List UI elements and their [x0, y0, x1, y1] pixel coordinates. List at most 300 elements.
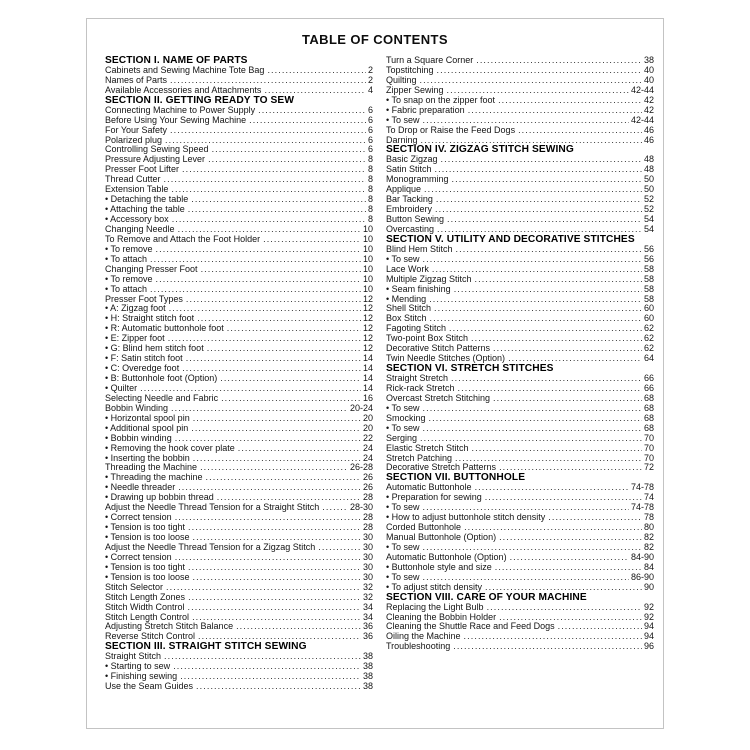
- toc-entry-label: Elastic Stretch Stitch: [386, 442, 469, 453]
- leader-dots: [164, 652, 361, 662]
- toc-entry-page-number: 6: [367, 124, 373, 135]
- toc-entry-label: • To sew: [386, 571, 420, 582]
- toc-entry-page-number: 72: [643, 462, 654, 473]
- toc-entry: [386, 394, 654, 404]
- leader-dots: [227, 324, 361, 334]
- toc-entry-label: Box Stitch: [386, 313, 427, 324]
- toc-entry-label: Smocking: [386, 412, 426, 423]
- toc-entry-label: Bobbin Winding: [105, 402, 169, 413]
- toc-entry-page-number: 12: [362, 313, 373, 324]
- toc-entry-label: Monogramming: [386, 174, 449, 185]
- toc-entry-page-number: 24: [362, 452, 373, 463]
- toc-entry-label: • Detaching the table: [105, 194, 189, 205]
- toc-entry-page-number: 28-30: [349, 502, 373, 513]
- toc-entry-label: Blind Hem Stitch: [386, 243, 453, 254]
- leader-dots: [201, 265, 361, 275]
- toc-entry-page-number: 26: [362, 472, 373, 483]
- toc-entry-page-number: 10: [362, 243, 373, 254]
- toc-entry: [105, 126, 373, 136]
- toc-entry-label: Automatic Buttonhole: [386, 482, 472, 493]
- toc-entry-label: • R: Automatic buttonhole foot: [105, 323, 224, 334]
- toc-entry-label: Darning: [386, 134, 418, 145]
- toc-entry-page-number: 8: [367, 204, 373, 215]
- toc-entry-label: Thread Cutter: [105, 174, 161, 185]
- toc-entry-label: Pressure Adjusting Lever: [105, 154, 206, 165]
- leader-dots: [468, 106, 642, 116]
- toc-entry-label: • Correct tension: [105, 551, 172, 562]
- toc-entry-label: • Buttonhole style and size: [386, 561, 492, 572]
- toc-entry-page-number: 8: [367, 154, 373, 165]
- toc-entry-page-number: 68: [643, 402, 654, 413]
- toc-entry-page-number: 38: [362, 651, 373, 662]
- toc-entry-page-number: 70: [643, 452, 654, 463]
- toc-entry-page-number: 30: [362, 541, 373, 552]
- toc-entry-label: • Correct tension: [105, 512, 172, 523]
- leader-dots: [548, 513, 642, 523]
- toc-entry-page-number: 54: [643, 223, 654, 234]
- toc-entry: [105, 374, 373, 384]
- toc-entry-label: Two-point Box Stitch: [386, 333, 469, 344]
- leader-dots: [453, 642, 642, 652]
- leader-dots: [518, 126, 642, 136]
- leader-dots: [171, 404, 348, 414]
- toc-entry-page-number: 68: [643, 412, 654, 423]
- toc-entry-page-number: 94: [643, 621, 654, 632]
- toc-entry-page-number: 42: [643, 94, 654, 105]
- toc-entry: [386, 285, 654, 295]
- toc-entry-page-number: 82: [643, 541, 654, 552]
- toc-entry-page-number: 6: [367, 114, 373, 125]
- toc-entry-page-number: 42-44: [630, 84, 654, 95]
- leader-dots: [236, 622, 361, 632]
- toc-entry-label: Twin Needle Stitches (Option): [386, 353, 506, 364]
- toc-entry-page-number: 6: [367, 134, 373, 145]
- leader-dots: [436, 195, 642, 205]
- toc-entry: [386, 563, 654, 573]
- toc-entry-label: Applique: [386, 184, 422, 195]
- toc-entry-label: • Attaching the table: [105, 204, 185, 215]
- toc-entry-label: Connecting Machine to Power Supply: [105, 104, 256, 115]
- toc-entry-label: • Needle threader: [105, 482, 176, 493]
- leader-dots: [471, 334, 642, 344]
- toc-entry-page-number: 58: [643, 283, 654, 294]
- toc-entry-label: Polarized plug: [105, 134, 163, 145]
- toc-entry-page-number: 10: [362, 233, 373, 244]
- leader-dots: [429, 414, 642, 424]
- toc-entry-page-number: 74: [643, 492, 654, 503]
- leader-dots: [171, 185, 366, 195]
- toc-entry-page-number: 52: [643, 194, 654, 205]
- leader-dots: [188, 603, 361, 613]
- toc-entry-label: Button Sewing: [386, 214, 445, 224]
- toc-entry-page-number: 14: [362, 382, 373, 393]
- toc-entry-page-number: 78: [643, 512, 654, 523]
- toc-entry-page-number: 36: [362, 631, 373, 642]
- toc-entry-page-number: 70: [643, 432, 654, 443]
- toc-entry-label: • G: Blind hem stitch foot: [105, 343, 204, 354]
- toc-entry-page-number: 26: [362, 482, 373, 493]
- toc-entry-label: Topstitching: [386, 64, 434, 75]
- leader-dots: [193, 573, 361, 583]
- leader-dots: [169, 304, 361, 314]
- toc-entry-label: • How to adjust buttonhole stitch density: [386, 512, 546, 523]
- toc-entry: [386, 106, 654, 116]
- toc-entry-page-number: 38: [643, 55, 654, 65]
- toc-entry-page-number: 66: [643, 373, 654, 383]
- leader-dots: [510, 553, 629, 563]
- toc-entry-label: • Mending: [386, 293, 427, 304]
- toc-entry-label: To Remove and Attach the Foot Holder: [105, 233, 261, 244]
- toc-entry-label: • To adjust stitch density: [386, 581, 483, 592]
- toc-entry-label: Selecting Needle and Fabric: [105, 392, 219, 403]
- toc-entry-page-number: 68: [643, 392, 654, 403]
- leader-dots: [170, 126, 366, 136]
- toc-entry-label: Straight Stitch: [105, 651, 162, 662]
- toc-entry-page-number: 60: [643, 313, 654, 324]
- toc-entry-label: Replacing the Light Bulb: [386, 601, 484, 612]
- leader-dots: [493, 394, 642, 404]
- toc-entry-label: • To sew: [386, 402, 420, 413]
- toc-entry-label: Stitch Length Control: [105, 611, 190, 622]
- leader-dots: [207, 344, 361, 354]
- toc-entry-label: • To sew: [386, 541, 420, 552]
- toc-entry-page-number: 12: [362, 333, 373, 344]
- leader-dots: [258, 106, 366, 116]
- toc-entry-label: • C: Overedge foot: [105, 363, 180, 374]
- toc-entry: [386, 66, 654, 76]
- toc-entry-page-number: 6: [367, 104, 373, 115]
- leader-dots: [188, 523, 361, 533]
- toc-entry-label: Serging: [386, 432, 418, 443]
- toc-entry-page-number: 50: [643, 174, 654, 185]
- toc-entry-page-number: 62: [643, 333, 654, 344]
- leader-dots: [493, 344, 642, 354]
- toc-entry-label: • Tension is too tight: [105, 561, 186, 572]
- toc-entry-label: • To remove: [105, 243, 153, 254]
- leader-dots: [221, 394, 361, 404]
- leader-dots: [451, 374, 642, 384]
- toc-entry-page-number: 30: [362, 532, 373, 542]
- leader-dots: [186, 295, 361, 305]
- toc-entry-page-number: 70: [643, 442, 654, 453]
- toc-entry-label: Zipper Sewing: [386, 84, 444, 95]
- toc-entry-page-number: 38: [362, 671, 373, 682]
- toc-entry-page-number: 2: [367, 74, 373, 85]
- toc-entry-page-number: 94: [643, 631, 654, 642]
- leader-dots: [498, 96, 642, 106]
- leader-dots: [434, 304, 642, 314]
- toc-entry-page-number: 14: [362, 373, 373, 383]
- toc-entry-page-number: 34: [362, 611, 373, 622]
- leader-dots: [437, 66, 642, 76]
- toc-entry: [386, 424, 654, 434]
- toc-entry-label: • To sew: [386, 253, 420, 264]
- toc-entry-label: Quilting: [386, 74, 417, 85]
- toc-entry-label: Stitch Length Zones: [105, 591, 186, 602]
- toc-entry-label: • Additional spool pin: [105, 422, 189, 433]
- toc-entry-page-number: 8: [367, 164, 373, 175]
- toc-entry-page-number: 2: [367, 64, 373, 75]
- toc-entry-label: Controlling Sewing Speed: [105, 144, 209, 155]
- leader-dots: [208, 155, 366, 165]
- leader-dots: [424, 185, 642, 195]
- section-heading-label: SECTION II. GETTING READY TO SEW: [105, 94, 295, 106]
- toc-entry-page-number: 10: [362, 253, 373, 264]
- leader-dots: [558, 622, 642, 632]
- leader-dots: [191, 424, 361, 434]
- toc-entry-page-number: 20-24: [349, 402, 373, 413]
- page-title: TABLE OF CONTENTS: [302, 32, 448, 47]
- toc-entry: [105, 682, 373, 692]
- toc-entry-page-number: 24: [362, 442, 373, 453]
- leader-dots: [188, 205, 366, 215]
- leader-dots: [447, 215, 642, 225]
- toc-columns: [87, 56, 663, 692]
- toc-entry-label: Overcasting: [386, 223, 435, 234]
- toc-entry-label: • Horizontal spool pin: [105, 412, 190, 423]
- toc-entry-page-number: 14: [362, 363, 373, 374]
- toc-entry-page-number: 10: [362, 283, 373, 294]
- toc-entry-page-number: 90: [643, 581, 654, 592]
- toc-entry-page-number: 96: [643, 641, 654, 652]
- toc-entry-label: Reverse Stitch Control: [105, 631, 196, 642]
- toc-entry: [386, 444, 654, 454]
- toc-entry: [105, 444, 373, 454]
- leader-dots: [475, 483, 629, 493]
- leader-dots: [449, 324, 642, 334]
- toc-entry-label: • Tension is too loose: [105, 571, 190, 582]
- leader-dots: [186, 354, 361, 364]
- toc-entry-label: • Accessory box: [105, 214, 169, 224]
- toc-entry-page-number: 58: [643, 263, 654, 274]
- toc-entry-label: • Bobbin winding: [105, 432, 172, 443]
- section-heading-label: SECTION VII. BUTTONHOLE: [386, 472, 526, 484]
- leader-dots: [485, 493, 642, 503]
- toc-entry-page-number: 68: [643, 422, 654, 433]
- toc-entry-page-number: 10: [362, 263, 373, 274]
- toc-entry-label: Names of Parts: [105, 74, 168, 85]
- toc-entry-label: • Preparation for sewing: [386, 492, 482, 503]
- leader-dots: [454, 285, 642, 295]
- toc-entry-page-number: 56: [643, 253, 654, 264]
- toc-entry-page-number: 34: [362, 601, 373, 612]
- toc-entry-label: Cleaning the Shuttle Race and Feed Dogs: [386, 621, 555, 632]
- leader-dots: [220, 374, 361, 384]
- toc-entry-label: Troubleshooting: [386, 641, 451, 652]
- toc-entry-page-number: 84-90: [630, 551, 654, 562]
- leader-dots: [456, 245, 642, 255]
- toc-entry-page-number: 92: [643, 601, 654, 612]
- toc-entry-page-number: 30: [362, 571, 373, 582]
- leader-dots: [495, 563, 642, 573]
- leader-dots: [156, 245, 361, 255]
- toc-entry-label: Before Using Your Sewing Machine: [105, 114, 247, 125]
- toc-entry-label: Stitch Selector: [105, 581, 164, 592]
- toc-entry-page-number: 28: [362, 512, 373, 523]
- toc-entry-label: Threading the Machine: [105, 462, 198, 473]
- toc-entry-label: • To attach: [105, 283, 148, 294]
- toc-entry-page-number: 74-78: [630, 502, 654, 513]
- leader-dots: [435, 205, 642, 215]
- toc-entry-label: Bar Tacking: [386, 194, 433, 205]
- toc-entry-page-number: 12: [362, 303, 373, 314]
- toc-entry-label: To Drop or Raise the Feed Dogs: [386, 124, 516, 135]
- toc-entry-page-number: 32: [362, 591, 373, 602]
- toc-entry: [386, 414, 654, 424]
- toc-entry-page-number: 42: [643, 104, 654, 115]
- toc-entry-page-number: 12: [362, 293, 373, 304]
- toc-entry-label: Multiple Zigzag Stitch: [386, 273, 472, 284]
- leader-dots: [499, 533, 642, 543]
- toc-entry-page-number: 14: [362, 353, 373, 364]
- toc-entry-page-number: 30: [362, 551, 373, 562]
- toc-entry-page-number: 10: [362, 273, 373, 284]
- leader-dots: [476, 56, 642, 66]
- toc-entry: [386, 175, 654, 185]
- leader-dots: [166, 583, 361, 593]
- toc-entry-page-number: 80: [643, 522, 654, 533]
- toc-entry-page-number: 52: [643, 204, 654, 215]
- toc-entry-label: Adjust the Needle Thread Tension for a Straight Stitch: [105, 502, 320, 513]
- toc-entry-label: Cabinets and Sewing Machine Tote Bag: [105, 64, 265, 75]
- toc-entry-label: Automatic Buttonhole (Option): [386, 551, 507, 562]
- leader-dots: [180, 672, 361, 682]
- leader-dots: [318, 543, 361, 553]
- toc-entry: [386, 642, 654, 652]
- toc-entry-label: Stitch Width Control: [105, 601, 185, 612]
- toc-entry-label: • Drawing up bobbin thread: [105, 492, 214, 503]
- leader-dots: [172, 215, 366, 225]
- toc-entry: [386, 245, 654, 255]
- manual-page: [86, 18, 664, 729]
- section-heading-label: SECTION VIII. CARE OF YOUR MACHINE: [386, 591, 587, 603]
- leader-dots: [175, 553, 361, 563]
- toc-entry-label: Stretch Patching: [386, 452, 453, 463]
- toc-entry: [386, 603, 654, 613]
- toc-entry-label: • Threading the machine: [105, 472, 203, 483]
- leader-dots: [322, 503, 348, 513]
- toc-entry-page-number: 8: [367, 174, 373, 185]
- toc-entry-label: Straight Stretch: [386, 373, 449, 383]
- toc-entry-page-number: 22: [362, 432, 373, 443]
- toc-entry-label: Presser Foot Types: [105, 293, 183, 304]
- leader-dots: [452, 175, 642, 185]
- leader-dots: [420, 76, 642, 86]
- toc-entry-page-number: 30: [362, 561, 373, 572]
- leader-dots: [423, 255, 642, 265]
- toc-entry-label: Satin Stitch: [386, 164, 432, 175]
- toc-entry: [386, 126, 654, 136]
- toc-entry-page-number: 16: [362, 392, 373, 403]
- toc-entry-label: • To sew: [386, 422, 420, 433]
- leader-dots: [487, 603, 642, 613]
- toc-entry-page-number: 48: [643, 164, 654, 175]
- leader-dots: [164, 175, 366, 185]
- toc-entry-page-number: 64: [643, 353, 654, 364]
- toc-entry-page-number: 40: [643, 74, 654, 85]
- toc-entry-page-number: 8: [367, 184, 373, 195]
- toc-entry-label: • Tension is too tight: [105, 522, 186, 533]
- section-heading-label: SECTION VI. STRETCH STITCHES: [386, 363, 554, 375]
- toc-entry-page-number: 42-44: [630, 114, 654, 125]
- toc-entry-label: • Inserting the bobbin: [105, 452, 190, 463]
- toc-entry: [386, 533, 654, 543]
- section-heading-label: SECTION III. STRAIGHT STITCH SEWING: [105, 641, 307, 653]
- leader-dots: [249, 116, 366, 126]
- leader-dots: [188, 563, 361, 573]
- toc-entry-page-number: 62: [643, 323, 654, 334]
- toc-entry-label: Basic Zigzag: [386, 154, 438, 165]
- toc-entry-label: • To remove: [105, 273, 153, 284]
- toc-entry-label: Available Accessories and Attachments: [105, 84, 262, 95]
- leader-dots: [173, 662, 361, 672]
- toc-entry-label: Corded Buttonhole: [386, 522, 462, 533]
- section-heading-label: SECTION IV. ZIGZAG STITCH SEWING: [386, 144, 574, 156]
- toc-entry-label: Use the Seam Guides: [105, 681, 194, 692]
- toc-entry-page-number: 58: [643, 273, 654, 284]
- toc-entry-label: Presser Foot Lifter: [105, 164, 180, 175]
- toc-entry-label: Extension Table: [105, 184, 169, 195]
- toc-entry-page-number: 46: [643, 124, 654, 135]
- toc-entry-label: Cleaning the Bobbin Holder: [386, 611, 497, 622]
- leader-dots: [212, 145, 366, 155]
- toc-entry-page-number: 86-90: [630, 571, 654, 582]
- toc-entry-label: Adjust the Needle Thread Tension for a Zigzag Stitch: [105, 541, 316, 552]
- toc-entry-label: Shell Stitch: [386, 303, 432, 314]
- toc-entry-label: • To snap on the zipper foot: [386, 94, 496, 105]
- toc-entry-label: • Starting to sew: [105, 661, 171, 672]
- leader-dots: [263, 235, 361, 245]
- toc-entry: [386, 493, 654, 503]
- toc-entry-label: Changing Needle: [105, 223, 175, 234]
- leader-dots: [441, 155, 642, 165]
- toc-entry-page-number: 36: [362, 621, 373, 632]
- toc-entry-page-number: 12: [362, 343, 373, 354]
- toc-entry-page-number: 4: [367, 84, 373, 95]
- toc-entry-page-number: 20: [362, 422, 373, 433]
- toc-entry-page-number: 82: [643, 532, 654, 542]
- leader-dots: [423, 424, 642, 434]
- leader-dots: [475, 275, 642, 285]
- leader-dots: [464, 632, 642, 642]
- toc-entry-label: • To sew: [386, 502, 420, 513]
- toc-entry-label: • Removing the hook cover plate: [105, 442, 235, 453]
- toc-column-left: [105, 56, 373, 692]
- leader-dots: [193, 454, 361, 464]
- toc-entry-label: Adjusting Stretch Stitch Balance: [105, 621, 234, 632]
- leader-dots: [182, 165, 366, 175]
- toc-entry-label: • F: Satin stitch foot: [105, 353, 183, 364]
- toc-column-right: [386, 56, 654, 692]
- toc-entry-page-number: 38: [362, 661, 373, 672]
- toc-entry-label: • E: Zipper foot: [105, 333, 165, 344]
- toc-entry-label: Decorative Stretch Patterns: [386, 462, 497, 473]
- toc-entry-label: Changing Presser Foot: [105, 263, 198, 274]
- toc-entry-label: For Your Safety: [105, 124, 168, 135]
- section-heading-label: SECTION V. UTILITY AND DECORATIVE STITCHES: [386, 233, 635, 245]
- leader-dots: [429, 295, 642, 305]
- toc-entry: [105, 603, 373, 613]
- toc-entry: [386, 404, 654, 414]
- toc-entry-label: • H: Straight stitch foot: [105, 313, 195, 324]
- section-heading-label: SECTION I. NAME OF PARTS: [105, 55, 248, 66]
- toc-entry-page-number: 56: [643, 243, 654, 254]
- toc-entry-label: Embroidery: [386, 204, 433, 215]
- leader-dots: [196, 682, 361, 692]
- toc-entry-page-number: 60: [643, 303, 654, 314]
- toc-entry-page-number: 6: [367, 144, 373, 155]
- toc-entry-label: Oiling the Machine: [386, 631, 461, 642]
